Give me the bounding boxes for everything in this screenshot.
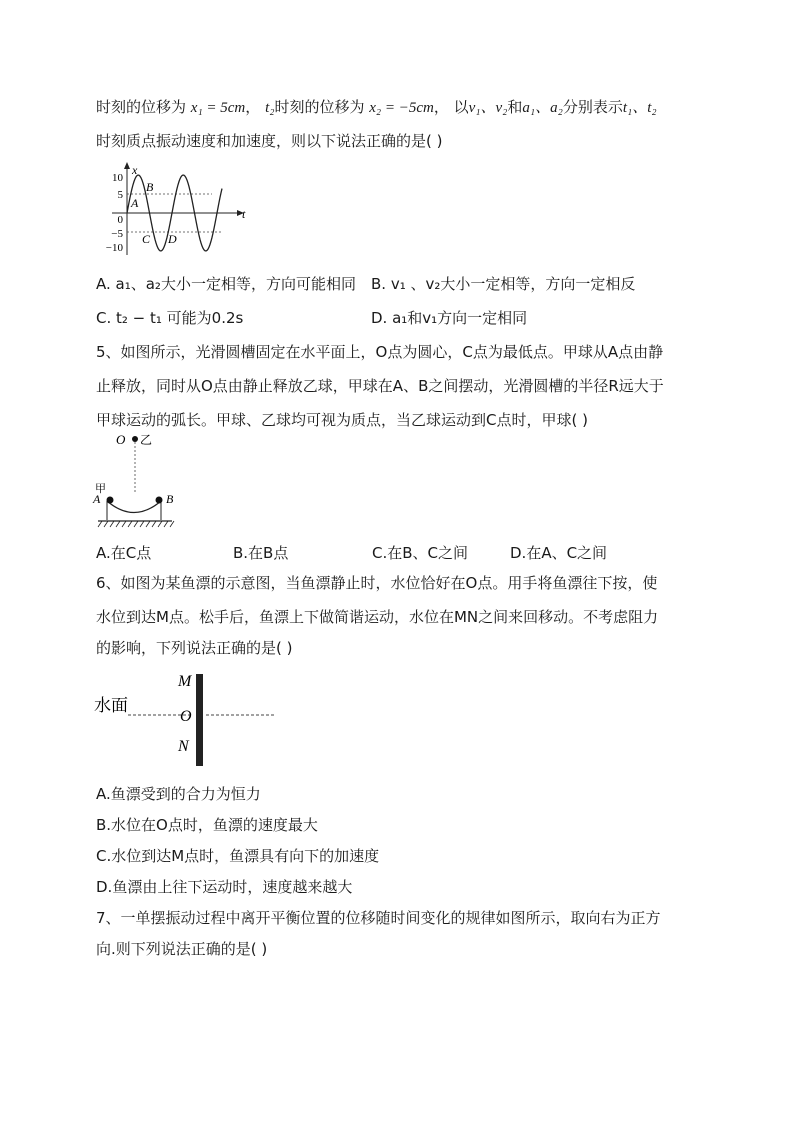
tick-minus-10: −10 xyxy=(105,242,123,254)
q6-stem-line-2: 水位到达M点。松手后，鱼漂上下做简谐运动，水位在MN之间来回移动。不考虑阻力 xyxy=(96,608,659,626)
groove-arc xyxy=(107,501,161,513)
tick-10: 10 xyxy=(112,172,123,184)
q4-option-a[interactable]: A. a₁、a₂大小一定相等，方向可能相同 xyxy=(96,275,356,293)
x-axis-label: t xyxy=(242,207,246,221)
point-label-a: A xyxy=(131,196,139,210)
tick-minus-5: −5 xyxy=(111,228,123,240)
point-label-d: D xyxy=(168,232,177,246)
q6-stem-line-3: 的影响，下列说法正确的是( ) xyxy=(96,639,293,657)
q6-stem-line-1: 6、如图为某鱼漂的示意图，当鱼漂静止时，水位恰好在O点。用手将鱼漂往下按，使 xyxy=(96,574,658,592)
ball-jia-a xyxy=(107,497,114,504)
q4-text: ， xyxy=(245,98,266,116)
label-m: M xyxy=(178,673,192,690)
q4-option-d[interactable]: D. a₁和v₁方向一定相同 xyxy=(371,309,528,327)
q6-option-d[interactable]: D.鱼漂由上往下运动时，速度越来越大 xyxy=(96,878,353,896)
q4-option-c[interactable]: C. t₂ − t₁ 可能为0.2s xyxy=(96,309,244,327)
q5-option-b[interactable]: B.在B点 xyxy=(233,544,289,562)
ball-yi xyxy=(132,436,138,442)
q4-t-syms: t₁、t₂ xyxy=(622,100,657,116)
q4-x2: x₂ = −5cm xyxy=(369,100,434,116)
q5-groove-diagram xyxy=(92,428,192,538)
q5-stem-line-1: 5、如图所示，光滑圆槽固定在水平面上，O点为圆心，C点为最低点。甲球从A点由静 xyxy=(96,343,664,361)
y-axis-label: x xyxy=(132,163,138,177)
label-a: A xyxy=(93,492,101,506)
q5-stem-line-2: 止释放，同时从O点由静止释放乙球，甲球在A、B之间摆动，光滑圆槽的半径R远大于 xyxy=(96,377,664,395)
q5-option-a[interactable]: A.在C点 xyxy=(96,544,152,562)
point-label-c: C xyxy=(142,232,151,246)
q6-option-b[interactable]: B.水位在O点时，鱼漂的速度最大 xyxy=(96,816,318,834)
q7-stem-line-2: 向.则下列说法正确的是( ) xyxy=(96,940,268,958)
q4-option-b[interactable]: B. v₁ 、v₂大小一定相等，方向一定相反 xyxy=(371,275,636,293)
label-yi: 乙 xyxy=(140,433,153,447)
q4-t2: t₂ xyxy=(265,100,275,116)
tick-0: 0 xyxy=(117,214,123,226)
ground-hatch xyxy=(98,521,174,527)
ball-b xyxy=(156,497,163,504)
q4-text: 时刻的位移为 xyxy=(274,98,370,116)
label-jia: 甲 xyxy=(95,483,106,495)
y-axis-arrow-icon xyxy=(124,162,130,169)
q5-option-d[interactable]: D.在A、C之间 xyxy=(510,544,608,562)
q4-text: 分别表示 xyxy=(562,98,623,116)
q4-v-syms: v₁、v₂ xyxy=(468,100,508,116)
label-n: N xyxy=(178,738,189,755)
q5-option-c[interactable]: C.在B、C之间 xyxy=(372,544,469,562)
q4-oscillation-graph xyxy=(92,160,252,260)
q6-float-diagram xyxy=(92,668,282,768)
q4-text: ， 以 xyxy=(433,98,469,116)
q4-a-syms: a₁、a₂ xyxy=(522,100,563,116)
q7-stem-line-1: 7、一单摆振动过程中离开平衡位置的位移随时间变化的规律如图所示，取向右为正方 xyxy=(96,909,661,927)
label-o: O xyxy=(180,708,192,725)
q4-x1: x₁ = 5cm xyxy=(190,100,246,116)
q4-text: 时刻的位移为 xyxy=(96,98,191,116)
label-o: O xyxy=(116,432,126,447)
float-rod xyxy=(196,674,203,766)
point-label-b: B xyxy=(146,180,154,194)
q4-stem-line-1 xyxy=(96,97,657,118)
q4-text: 和 xyxy=(507,98,523,116)
q5-stem-line-3: 甲球运动的弧长。甲球、乙球均可视为质点，当乙球运动到C点时，甲球( ) xyxy=(96,411,588,429)
q4-stem-line-2: 时刻质点振动速度和加速度，则以下说法正确的是( ) xyxy=(96,132,443,150)
label-b: B xyxy=(166,492,174,506)
label-water-surface: 水面 xyxy=(94,696,128,715)
tick-5: 5 xyxy=(117,189,123,201)
q6-option-c[interactable]: C.水位到达M点时，鱼漂具有向下的加速度 xyxy=(96,847,380,865)
q6-option-a[interactable]: A.鱼漂受到的合力为恒力 xyxy=(96,785,261,803)
